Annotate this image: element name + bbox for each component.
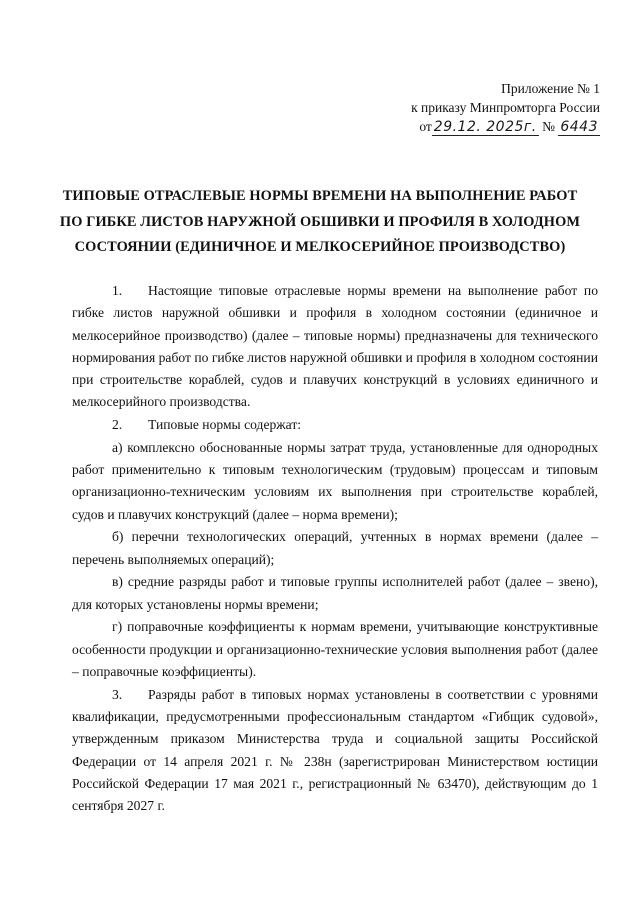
document-body xyxy=(72,280,598,817)
appendix-title: Приложение № 1 xyxy=(501,81,600,96)
paragraph-text: б) перечни технологических операций, учтенных в нормах времени (далее – перечень выполняемых операций); xyxy=(72,529,598,567)
list-item-d xyxy=(72,616,598,683)
paragraph-text: в) средние разряды работ и типовые группы исполнителей работ (далее – звено), для которых установлены нормы времени; xyxy=(72,574,598,612)
paragraph-2 xyxy=(72,414,598,436)
paragraph-text: Разряды работ в типовых нормах установлены в соответствии с уровнями квалификации, предусмотренными профессиональным стандартом «Гибщик судовой», утвержденным приказом Министерства труда и социальной защиты Российской Федерации от 14 апреля 2021 г. № 238н (зарегистрирован Министерством юстиции Российской Федерации 17 мая 2021 г., регистрационный № 63470), действующим до 1 сентября 2027 г. xyxy=(72,686,598,814)
appendix-header xyxy=(390,79,600,137)
title-line-2: ПО ГИБКЕ ЛИСТОВ НАРУЖНОЙ ОБШИВКИ И ПРОФИЛЯ В ХОЛОДНОМ xyxy=(59,213,581,230)
appendix-date-number xyxy=(390,117,600,137)
title-line-1: ТИПОВЫЕ ОТРАСЛЕВЫЕ НОРМЫ ВРЕМЕНИ НА ВЫПОЛНЕНИЕ РАБОТ xyxy=(62,188,578,204)
paragraph-text: Типовые нормы содержат: xyxy=(148,417,302,433)
paragraph-text: а) комплексно обоснованные нормы затрат труда, установленные для однородных работ применительно к типовым технологическим (трудовым) процессам и типовым организационно-техническим условиям их выполнения при строительстве кораблей, судов и плавучих конструкций (далее – норма времени); xyxy=(72,439,598,522)
title-line-3: СОСТОЯНИИ (ЕДИНИЧНОЕ И МЕЛКОСЕРИЙНОЕ ПРОИЗВОДСТВО) xyxy=(74,239,566,255)
paragraph-text: Настоящие типовые отраслевые нормы времени на выполнение работ по гибке листов наружной обшивки и профиля в холодном состоянии (единичное и мелкосерийное производство) (далее – типовые нормы) предназначены для технического нормирования работ по гибке листов наружной обшивки и профиля в холодном состоянии при строительстве кораблей, судов и плавучих конструкций в условиях единичного и мелкосерийного производства. xyxy=(72,283,598,410)
paragraph-1 xyxy=(72,280,598,414)
list-item-c xyxy=(72,571,598,616)
appendix-order-ref: к приказу Минпромторга России xyxy=(411,100,600,115)
paragraph-number: 3. xyxy=(112,686,123,702)
list-item-b xyxy=(72,526,598,571)
paragraph-number: 1. xyxy=(112,283,123,298)
handwritten-date: 29.12. 2025г. xyxy=(433,119,537,135)
paragraph-number: 2. xyxy=(112,417,123,433)
paragraph-3 xyxy=(72,684,598,818)
handwritten-number: 6443 xyxy=(560,119,598,135)
list-item-a xyxy=(72,437,598,526)
document-title xyxy=(55,184,585,261)
paragraph-text: г) поправочные коэффициенты к нормам времени, учитывающие конструктивные особенности продукции и организационно-технические условия выполнения работ (далее – поправочные коэффициенты). xyxy=(72,619,598,679)
date-prefix: от xyxy=(419,119,432,134)
number-prefix: № xyxy=(542,119,555,134)
